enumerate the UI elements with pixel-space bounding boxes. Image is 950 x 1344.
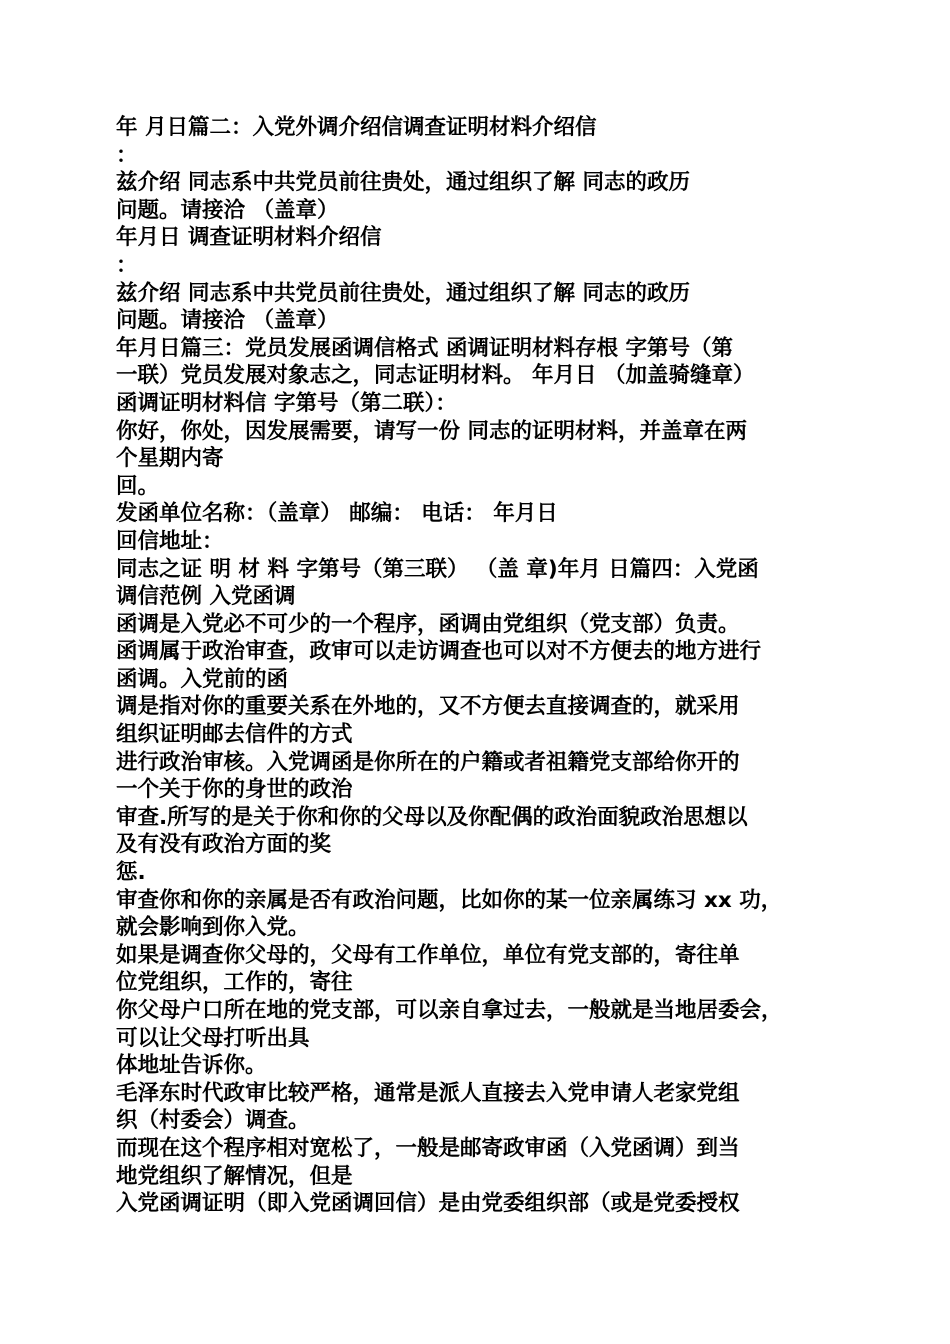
text-line: 个星期内寄 [116, 446, 224, 472]
text-line: 一个关于你的身世的政治 [116, 777, 353, 803]
text-line: 及有没有政治方面的奖 [116, 832, 332, 858]
text-line: 入党函调证明（即入党函调回信）是由党委组织部（或是党委授权 [116, 1191, 740, 1217]
text-line: 年月日篇三：党员发展函调信格式 函调证明材料存根 字第号（第 [116, 335, 733, 361]
text-line: 一联）党员发展对象志之，同志证明材料。 年月日 （加盖骑缝章） [116, 363, 755, 389]
text-line: 你父母户口所在地的党支部，可以亲自拿过去，一般就是当地居委会， [116, 998, 783, 1023]
text-line: 函调。入党前的函 [116, 666, 289, 692]
text-line: 而现在这个程序相对宽松了，一般是邮寄政审函（入党函调）到当 [116, 1135, 740, 1161]
text-line: 调信范例 入党函调 [116, 584, 296, 610]
text-line: 审查.所写的是关于你和你的父母以及你配偶的政治面貌政治思想以 [116, 804, 748, 830]
text-line: ： [116, 142, 138, 168]
text-line: 地党组织了解情况，但是 [116, 1163, 353, 1189]
text-line: 审查你和你的亲属是否有政治问题，比如你的某一位亲属练习 xx 功， [116, 887, 783, 913]
text-line: 组织证明邮去信件的方式 [116, 722, 353, 748]
text-line: 位党组织，工作的，寄往 [116, 970, 353, 996]
text-line: 发函单位名称：（盖章） 邮编： 电话： 年月日 [116, 501, 558, 527]
text-line: 回信地址： [116, 528, 224, 554]
text-line: 就会影响到你入党。 [116, 915, 310, 941]
text-line: 函调是入党必不可少的一个程序，函调由党组织（党支部）负责。 [116, 611, 740, 637]
text-line: 回。 [116, 473, 160, 499]
text-line: 问题。请接洽 （盖章） [116, 308, 339, 334]
text-line: 如果是调查你父母的，父母有工作单位，单位有党支部的，寄往单 [116, 942, 740, 968]
text-line: 毛泽东时代政审比较严格，通常是派人直接去入党申请人老家党组 [116, 1080, 740, 1106]
text-line: 年月日 调查证明材料介绍信 [116, 225, 382, 251]
text-line: 织（村委会）调查。 [116, 1108, 310, 1134]
text-line: 惩. [116, 860, 146, 886]
text-line: 兹介绍 同志系中共党员前往贵处，通过组织了解 同志的政历 [116, 170, 690, 196]
text-line: 体地址告诉你。 [116, 1053, 267, 1079]
text-line: 兹介绍 同志系中共党员前往贵处，通过组织了解 同志的政历 [116, 280, 690, 306]
text-line: 同志之证 明 材 料 字第号（第三联） （盖 章)年月 日篇四：入党函 [116, 556, 759, 582]
text-line: 你好，你处，因发展需要，请写一份 同志的证明材料，并盖章在两 [116, 418, 747, 444]
text-line: 函调证明材料信 字第号（第二联）： [116, 390, 457, 416]
document-body [116, 114, 846, 1218]
text-line: 问题。请接洽 （盖章） [116, 197, 339, 223]
text-line: 可以让父母打听出具 [116, 1025, 310, 1051]
text-line: 调是指对你的重要关系在外地的，又不方便去直接调查的，就采用 [116, 694, 740, 720]
text-line: 进行政治审核。入党调函是你所在的户籍或者祖籍党支部给你开的 [116, 749, 740, 775]
text-line: ： [116, 252, 138, 278]
text-line: 函调属于政治审查，政审可以走访调查也可以对不方便去的地方进行 [116, 639, 762, 665]
text-line: 年 月日篇二：入党外调介绍信调查证明材料介绍信 [116, 115, 597, 140]
